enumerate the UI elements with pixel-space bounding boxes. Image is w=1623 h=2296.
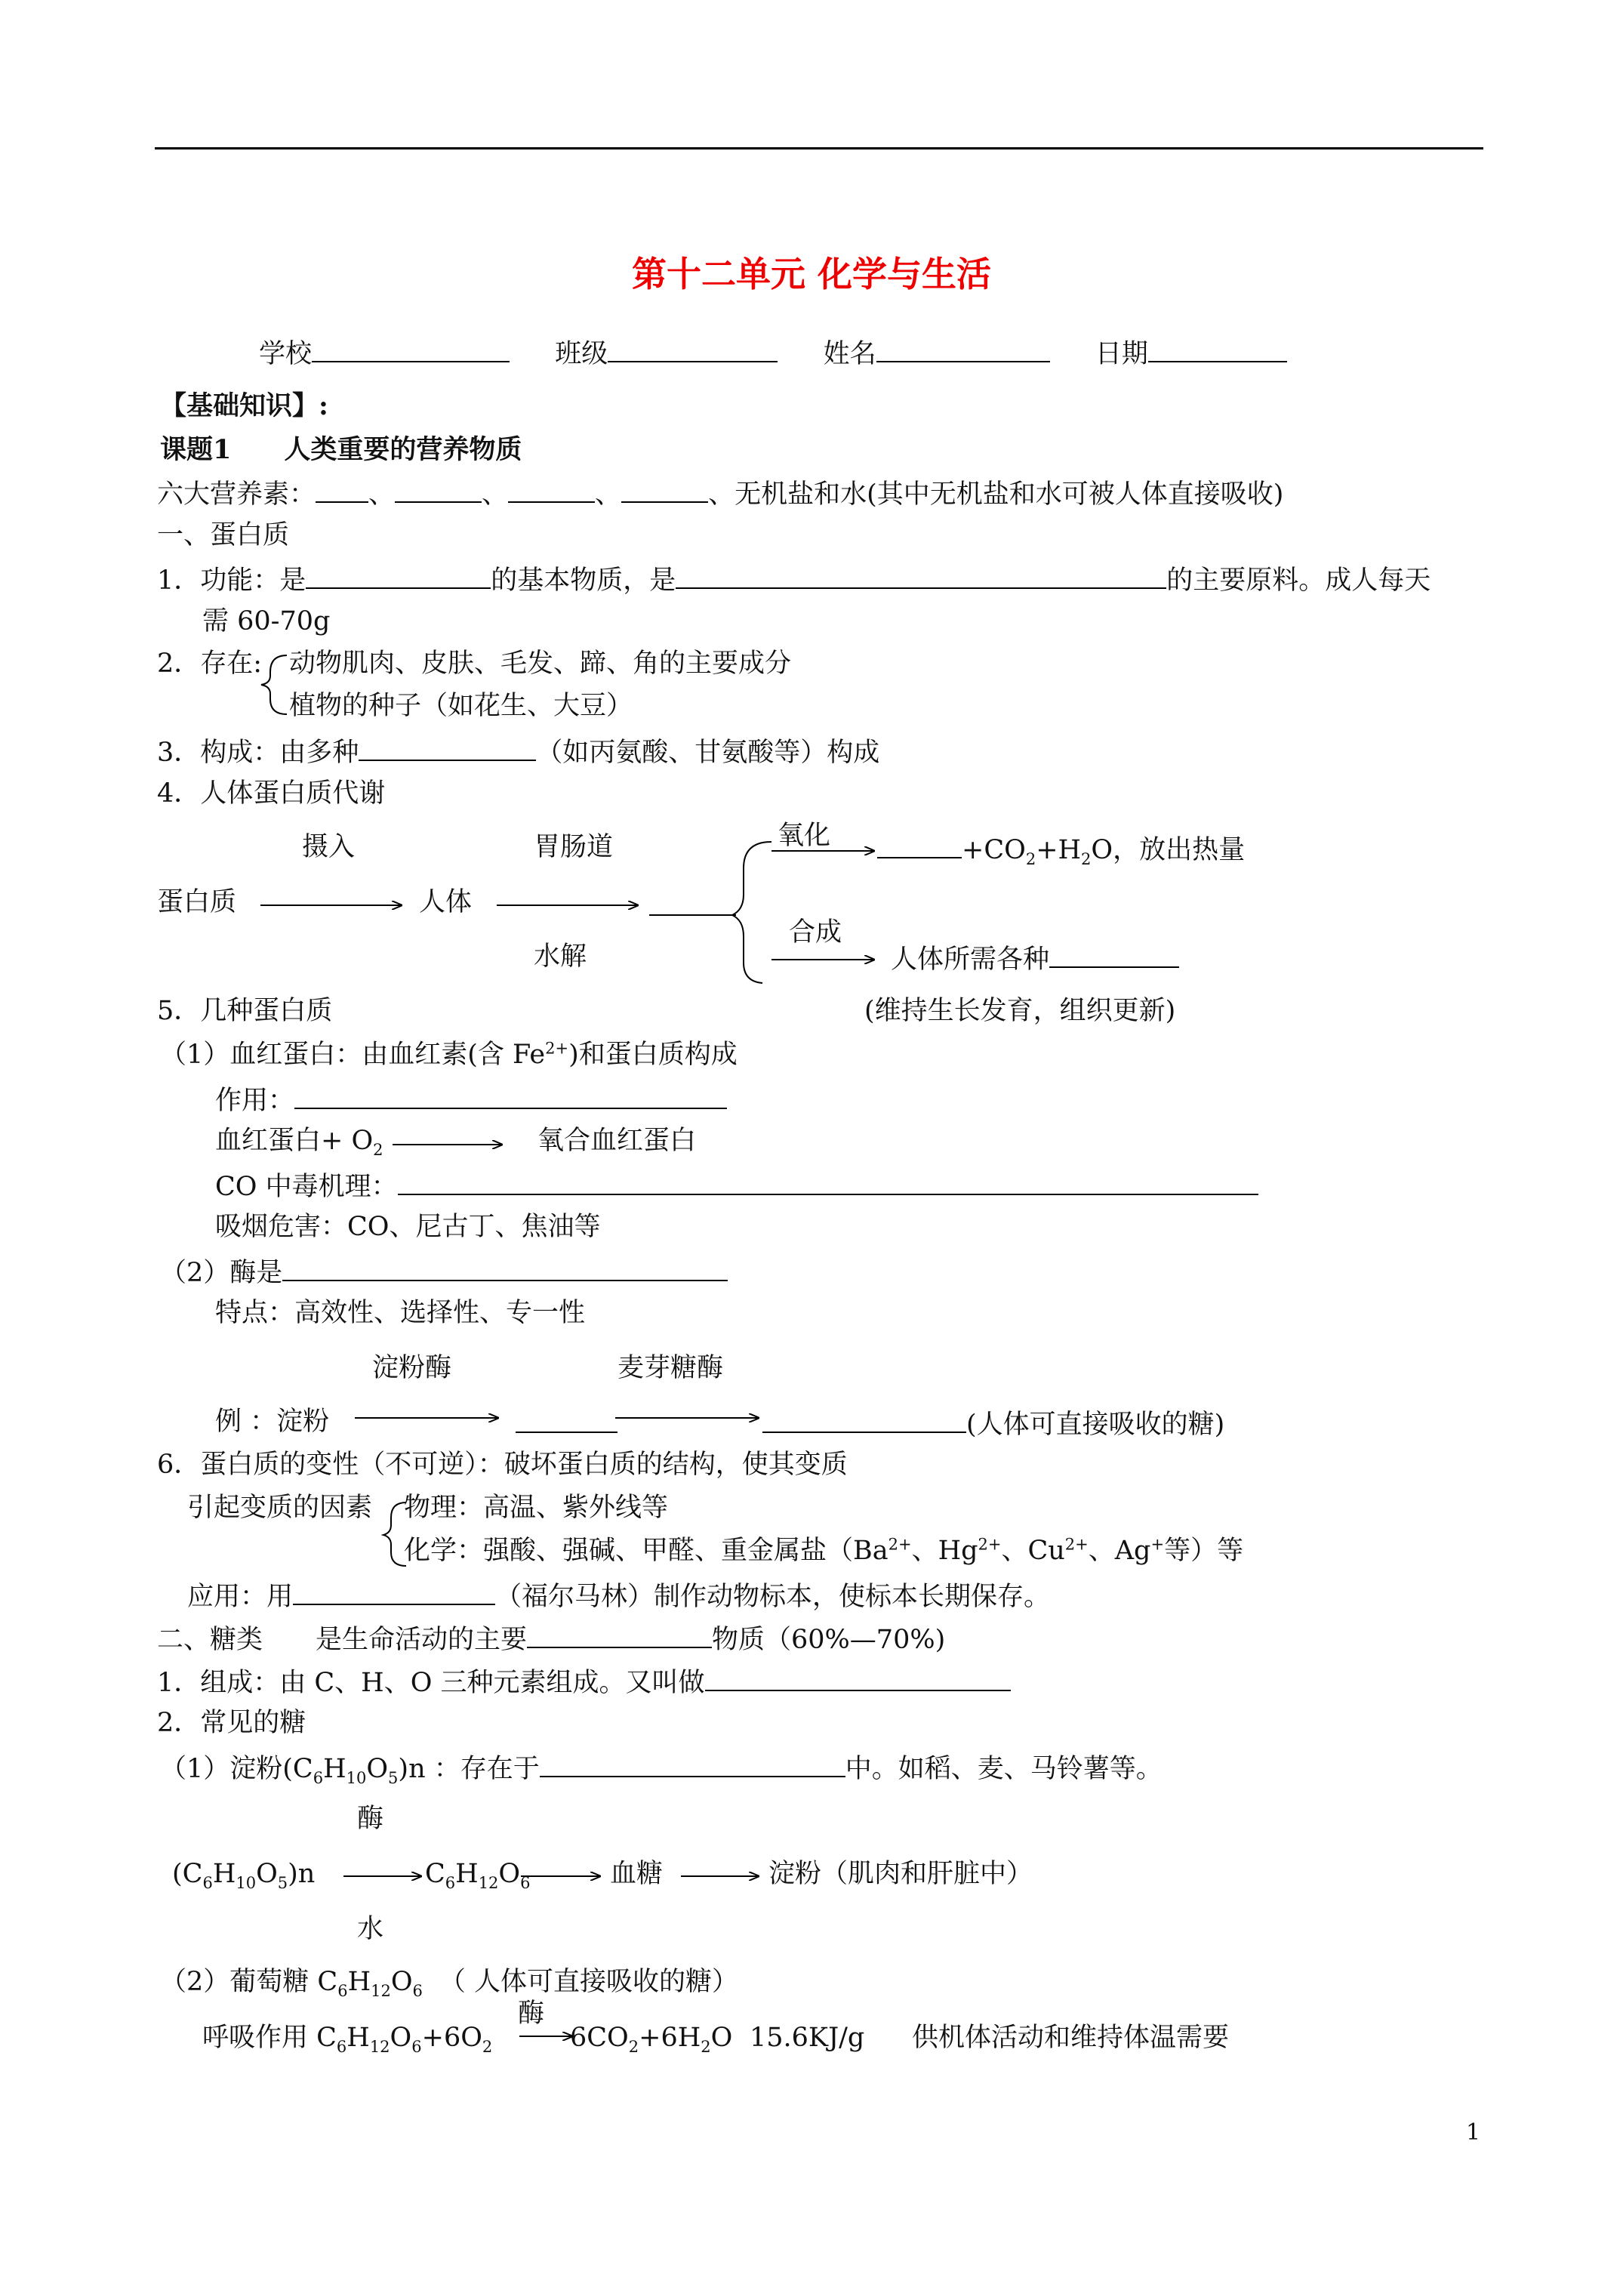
protein-existence-label: 2．存在: bbox=[157, 649, 263, 679]
oxidation-result: $+CO_2+H_2O$，放出热量 bbox=[877, 834, 1245, 864]
protein-daily: 需 60-70g bbox=[202, 606, 331, 636]
existence-brace bbox=[261, 655, 287, 714]
sugar-composition: 1．组成：由 C、H、O 三种元素组成。又叫做 bbox=[157, 1667, 1011, 1697]
glycogen: 淀粉（肌肉和肝脏中） bbox=[768, 1859, 1033, 1889]
blank[interactable] bbox=[294, 1085, 727, 1109]
label-body: 人体 bbox=[419, 887, 473, 917]
class-label: 班级 bbox=[555, 339, 608, 369]
oxyhemoglobin: 氧合血红蛋白 bbox=[537, 1126, 697, 1156]
starch-formula: $(C_6H_{10}O_5)n$ bbox=[172, 1859, 316, 1892]
respiration: 呼吸作用 $C_6H_{12}O_6+6O_2$ bbox=[202, 2023, 493, 2056]
enzyme-features: 特点：高效性、选择性、专一性 bbox=[215, 1298, 586, 1328]
denaturation-brace bbox=[383, 1502, 406, 1566]
blank[interactable] bbox=[676, 565, 1166, 589]
blank[interactable] bbox=[306, 565, 491, 589]
top-rule bbox=[155, 147, 1483, 149]
denaturation: 6．蛋白质的变性（不可逆）：破坏蛋白质的结构，使其变质 bbox=[157, 1450, 848, 1480]
date-label: 日期 bbox=[1095, 339, 1148, 369]
hemoglobin-role: 作用： bbox=[215, 1085, 727, 1114]
sugar-heading: 二、糖类 是生命活动的主要 物质（60%—70%) bbox=[157, 1625, 946, 1655]
label-intake: 摄入 bbox=[302, 832, 356, 862]
blank[interactable] bbox=[527, 1624, 712, 1648]
class-blank[interactable] bbox=[608, 338, 778, 362]
several-proteins: 5．几种蛋白质 bbox=[157, 996, 333, 1026]
chemical-factors: 化学：强酸、强碱、甲醛、重金属盐（$Ba^{2+}$、$Hg^{2+}$、$Cu^{2+}$、Ag+等）等 bbox=[404, 1535, 1244, 1566]
metabolism-brace bbox=[732, 842, 771, 983]
respiration-products: $6CO_2+6H_2O$ bbox=[570, 2023, 733, 2056]
protein-function: 1．功能：是 的基本物质，是 的主要原料。成人每天 bbox=[157, 566, 1431, 596]
label-protein: 蛋白质 bbox=[157, 887, 237, 917]
blank[interactable] bbox=[316, 479, 368, 503]
section-basic: 【基础知识】: bbox=[160, 390, 328, 421]
glucose: （2）葡萄糖 $C_6H_{12}O_6$ （ 人体可直接吸收的糖） bbox=[160, 1967, 739, 2000]
blank[interactable] bbox=[508, 479, 595, 503]
label-gi: 胃肠道 bbox=[534, 832, 614, 862]
header-fields bbox=[259, 338, 1287, 368]
blank[interactable] bbox=[621, 479, 708, 503]
blank[interactable] bbox=[516, 1409, 617, 1433]
maintain-note: (维持生长发育，组织更新) bbox=[864, 996, 1176, 1026]
application: 应用：用 （福尔马林）制作动物标本，使标本长期保存。 bbox=[187, 1582, 1051, 1612]
respiration-energy: 15.6KJ/g bbox=[750, 2023, 865, 2053]
page-number: 1 bbox=[1466, 2119, 1481, 2146]
label-enzyme-2: 酶 bbox=[518, 1999, 545, 2029]
label-enzyme: 酶 bbox=[357, 1804, 384, 1834]
starch: （1）淀粉$(C_6H_{10}O_5)n$ ：存在于 中。如稻、麦、马铃薯等。 bbox=[160, 1754, 1163, 1787]
protein-existence-2: 植物的种子（如花生、大豆） bbox=[289, 691, 633, 721]
glucose-formula: $C_6H_{12}O_6$ bbox=[425, 1859, 531, 1892]
hemoglobin: （1）血红蛋白：由血红素(含 $Fe^{2+}$)和蛋白质构成 bbox=[160, 1039, 738, 1070]
blood-sugar: 血糖 bbox=[610, 1859, 664, 1889]
name-label: 姓名 bbox=[823, 339, 876, 369]
physical-factors: 物理：高温、紫外线等 bbox=[404, 1493, 669, 1523]
denaturation-cause: 引起变质的因素 bbox=[187, 1493, 373, 1523]
smoking-harm: 吸烟危害：CO、尼古丁、焦油等 bbox=[215, 1212, 601, 1242]
label-hydrolysis: 水解 bbox=[534, 942, 587, 972]
blank[interactable] bbox=[705, 1667, 1011, 1691]
blank[interactable] bbox=[877, 834, 962, 858]
blank[interactable] bbox=[1049, 944, 1179, 968]
blank[interactable] bbox=[293, 1581, 495, 1605]
protein-heading: 一、蛋白质 bbox=[157, 520, 290, 550]
example-blank-1 bbox=[516, 1409, 617, 1438]
protein-metabolism: 4．人体蛋白质代谢 bbox=[157, 778, 386, 809]
blank[interactable] bbox=[540, 1753, 845, 1777]
blank[interactable] bbox=[762, 1409, 966, 1433]
blank[interactable] bbox=[395, 479, 482, 503]
hemoglobin-equation-left: 血红蛋白+ $O_2$ bbox=[215, 1126, 383, 1159]
date-blank[interactable] bbox=[1148, 338, 1287, 362]
school-blank[interactable] bbox=[312, 338, 510, 362]
example-end: (人体可直接吸收的糖) bbox=[762, 1409, 1224, 1438]
label-amylase: 淀粉酶 bbox=[372, 1353, 452, 1383]
co-mechanism: CO 中毒机理： bbox=[215, 1171, 1258, 1200]
label-oxidation: 氧化 bbox=[778, 821, 831, 851]
blank[interactable] bbox=[398, 1171, 1258, 1195]
name-blank[interactable] bbox=[876, 338, 1050, 362]
protein-composition: 3．构成：由多种 （如丙氨酸、甘氨酸等）构成 bbox=[157, 738, 880, 768]
label-synthesis: 合成 bbox=[789, 917, 842, 948]
label-maltase: 麦芽糖酶 bbox=[617, 1353, 724, 1383]
school-label: 学校 bbox=[259, 339, 313, 369]
blank[interactable] bbox=[359, 737, 536, 761]
respiration-use: 供机体活动和维持体温需要 bbox=[912, 2023, 1230, 2053]
example-starch: 例 ：淀粉 bbox=[215, 1407, 330, 1437]
page-title: 第十二单元 化学与生活 bbox=[631, 254, 991, 294]
enzyme: （2）酶是 bbox=[160, 1257, 728, 1287]
synthesis-result: 人体所需各种 bbox=[891, 944, 1179, 973]
blank[interactable] bbox=[282, 1257, 728, 1281]
lesson-1-title: 课题1 人类重要的营养物质 bbox=[160, 434, 522, 465]
label-water: 水 bbox=[357, 1914, 384, 1944]
protein-existence-1: 动物肌肉、皮肤、毛发、蹄、角的主要成分 bbox=[289, 649, 792, 679]
common-sugars: 2．常见的糖 bbox=[157, 1708, 306, 1738]
six-nutrients: 六大营养素： 、 、 、 、无机盐和水(其中无机盐和水可被人体直接吸收) bbox=[157, 479, 1284, 510]
